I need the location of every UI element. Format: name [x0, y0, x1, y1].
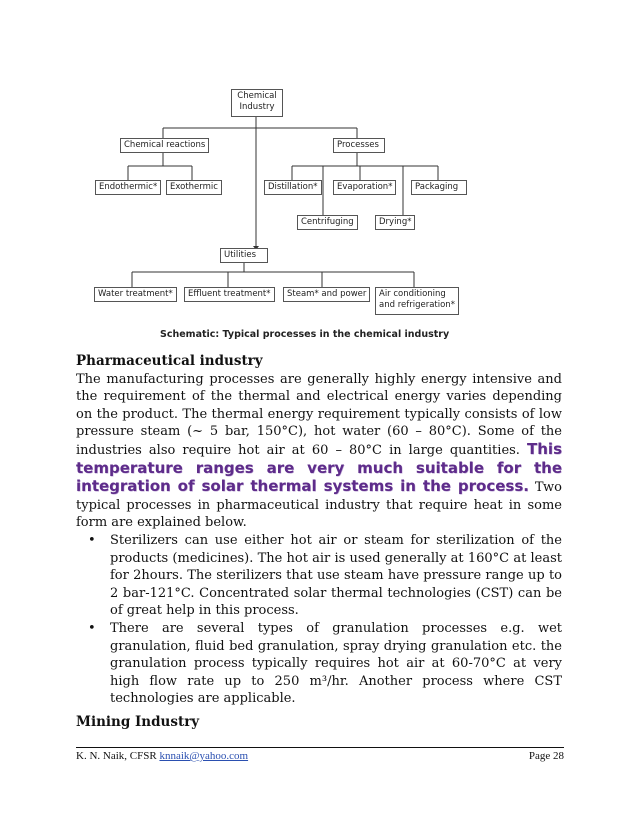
process-diagram — [0, 0, 638, 350]
footer-author — [76, 750, 248, 762]
highlighted-statement: This temperature ranges are very much suitable for the integration of solar thermal systems in the process. — [76, 439, 562, 496]
node-endothermic: Endothermic* — [95, 180, 161, 195]
node-evaporation: Evaporation* — [333, 180, 396, 195]
footer-email-link[interactable]: knnaik@yahoo.com — [159, 750, 249, 762]
process-list — [76, 532, 562, 708]
list-item — [88, 532, 562, 620]
node-air-conditioning-line2: and refrigeration* — [379, 300, 455, 310]
node-air-conditioning — [375, 287, 459, 315]
node-processes: Processes — [333, 138, 385, 153]
pharma-text-after: Two typical processes in pharmaceutical industry that require heat in some form are explained below. — [76, 480, 563, 531]
bullet-icon: • — [88, 532, 96, 548]
node-packaging: Packaging — [411, 180, 467, 195]
node-chemical-industry-line2: Industry — [239, 102, 275, 112]
node-water-treatment: Water treatment* — [94, 287, 177, 302]
node-air-conditioning-line1: Air conditioning — [379, 289, 446, 299]
list-item — [88, 620, 562, 708]
node-distillation: Distillation* — [264, 180, 322, 195]
page-footer — [76, 747, 564, 762]
list-item-text: There are several types of granulation processes e.g. wet granulation, fluid bed granulation, spray drying granulation etc. the granulation process typically requires hot air at 60-70°C at very high flow rate up to 250 m³/hr. Another process where CST technologies are applicable. — [110, 620, 562, 707]
section-heading-pharma: Pharmaceutical industry — [76, 353, 263, 369]
pharma-paragraph — [76, 371, 562, 532]
section-heading-mining: Mining Industry — [76, 713, 200, 730]
node-centrifuging: Centrifuging — [297, 215, 358, 230]
bullet-icon: • — [88, 620, 96, 636]
pharma-text-before: The manufacturing processes are generally highly energy intensive and the requirement of the thermal and electrical energy varies depending on the product. The thermal energy requirement typically consists of low pressure steam (~ 5 bar, 150°C), hot water (60 – 80°C). Some of the industries also require hot air at 60 – 80°C in large quantities. — [76, 371, 562, 458]
node-chemical-industry-line1: Chemical — [237, 91, 277, 101]
page-body — [76, 353, 562, 731]
node-effluent-treatment: Effluent treatment* — [184, 287, 275, 302]
diagram-caption: Schematic: Typical processes in the chemical industry — [160, 329, 450, 340]
node-chemical-reactions: Chemical reactions — [120, 138, 209, 153]
node-utilities: Utilities — [220, 248, 268, 263]
node-drying: Drying* — [375, 215, 415, 230]
node-exothermic: Exothermic — [166, 180, 222, 195]
node-steam-power: Steam* and power — [283, 287, 370, 302]
node-chemical-industry — [231, 89, 283, 117]
footer-author-name: K. N. Naik, CFSR — [76, 750, 160, 762]
footer-page-number: Page 28 — [528, 750, 564, 762]
list-item-text: Sterilizers can use either hot air or steam for sterilization of the products (medicines). The hot air is used generally at 160°C at least for 2hours. The sterilizers that use steam have pressure range up to 2 bar-121°C. Concentrated solar thermal technologies (CST) can be of great help in this process. — [110, 532, 562, 619]
